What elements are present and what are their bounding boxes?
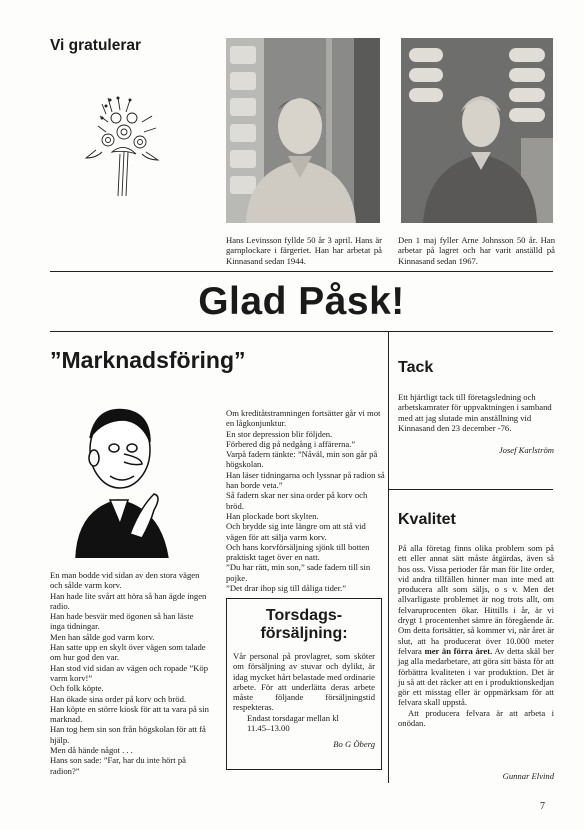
paragraph: Men då hände något . . .: [50, 745, 133, 756]
paragraph: Om kreditåtstramningen fortsätter går vi mot en lågkonjunktur.: [226, 408, 381, 429]
paragraph: Han hade besvär med ögonen så han läste inga tidningar.: [50, 611, 194, 632]
photo-hans-levinsson: [226, 38, 380, 223]
paragraph: Han plockade bort skylten.: [226, 510, 319, 521]
kvalitet-body: [398, 543, 554, 728]
kvalitet-text: På alla företag finns olika problem som på ett eller annat sätt måste åtgärdas, även så hos oss. Vissa perioder får man för lite order, vid andra tillfällen hinner man inte med att producera allt som säljs, o s v. Men det allvarligaste problemet är nog trots allt, om felvaruprocenten ökar. Hittills i år, är vi drygt 1 procentenhet sämre än föregående år. Om detta fortsätter, så kommer vi, när året är slut, att ha producerat över 10.000 meter felvara: [398, 543, 554, 656]
caption-hans: Hans Levinsson fyllde 50 år 3 april. Hans är garnplockare i färgeriet. Han har arbetat på Kinnasand sedan 1944.: [226, 235, 382, 266]
torsdag-title: [233, 607, 375, 643]
section-heading: Vi gratulerar: [50, 37, 142, 54]
torsdag-title-line2: försäljning:: [260, 625, 348, 642]
kvalitet-text: Av detta skäl ber jag alla medarbetare, att göra sitt bästa för att förbättra kvaliteten i var produktion. Det är ju så att det räcker att en i produktionskedjan gör ett misstag eller är oppmärksam för att felvara skall uppstå.: [398, 645, 554, 708]
torsdag-body: Vår personal på provlagret, som sköter om försäljning av stuvar och dylikt, är idag mycket hårt belastade med ordinarie arbete. För att underlätta deras arbete måste följande försäljningstid respekteras.: [233, 651, 375, 713]
paragraph: Förbered dig på nedgång i affärerna.”: [226, 438, 356, 449]
torsdag-box: [226, 598, 382, 770]
paragraph: ”Det drar ihop sig till dåliga tider.”: [226, 583, 347, 594]
easter-banner: Glad Påsk!: [198, 280, 405, 323]
article-title-tack: Tack: [398, 359, 434, 376]
cartoon-man-illustration: [68, 398, 178, 558]
paragraph: Så fadern skar ner sina order på korv och bröd.: [226, 490, 368, 511]
kvalitet-paragraph-1: [398, 543, 554, 708]
marknad-column-1: [50, 570, 210, 776]
article-title-marknadsforing: ”Marknadsföring”: [50, 347, 246, 373]
page-number: 7: [540, 801, 545, 812]
paragraph: Och folk köpte.: [50, 683, 104, 694]
flower-bouquet-illustration: [82, 92, 162, 198]
torsdag-title-line1: Torsdags-: [265, 607, 343, 624]
marknad-column-2: [226, 408, 386, 593]
paragraph: Han tog hem sin son från högskolan för att få hjälp.: [50, 724, 206, 745]
paragraph: Han köpte en större kiosk för att ta vara på sin marknad.: [50, 703, 209, 725]
kvalitet-emphasis: mer än förra året.: [424, 645, 493, 656]
paragraph: En stor depression blir följden.: [226, 428, 333, 439]
kvalitet-paragraph-2: Att producera felvara är att arbeta i onödan.: [398, 707, 554, 729]
paragraph: Han stod vid sidan av vägen och ropade ”Köp varm korv!”: [50, 662, 208, 683]
divider: [389, 489, 553, 490]
paragraph: Han ökade sina order på korv och bröd.: [50, 693, 187, 704]
divider: [50, 271, 553, 272]
paragraph: Men han sålde god varm korv.: [50, 631, 155, 642]
tack-signature: Josef Karlström: [498, 445, 554, 455]
paragraph: Hans son sade: ”Far, har du inte hört på radion?”: [50, 755, 186, 776]
torsdag-time-line2: 11.45–13.00: [247, 723, 290, 734]
article-title-kvalitet: Kvalitet: [398, 511, 456, 528]
photo-arne-johnsson: [401, 38, 553, 223]
paragraph: Varpå fadern tänkte: ”Nåväl, min son går på högskolan.: [226, 449, 378, 470]
caption-arne: Den 1 maj fyller Arne Johnsson 50 år. Han arbetar på lagret och har varit anställd på Kinnasand sedan 1967.: [398, 235, 555, 266]
torsdag-signature: Bo G Öberg: [333, 739, 375, 750]
torsdag-time-line1: Endast torsdagar mellan kl: [247, 712, 339, 723]
paragraph: Han hade lite svårt att höra så han ägde ingen radio.: [50, 590, 207, 611]
paragraph: En man bodde vid sidan av den stora vägen och sålde varm korv.: [50, 570, 200, 591]
paragraph: Han satte upp en skylt över vägen som talade om hur god den var.: [50, 642, 206, 663]
tack-body: Ett hjärtligt tack till företagsledning och arbetskamrater för uppvaktningen i samband med att jag slutade min anställning vid Kinnasand den 23 december -76.: [398, 392, 552, 433]
column-divider: [388, 331, 389, 783]
paragraph: Han läser tidningarna och lyssnar på radion så han borde veta.”: [226, 469, 385, 491]
kvalitet-signature: Gunnar Elvind: [502, 771, 554, 781]
paragraph: Och hans korvförsäljning sjönk till botten praktiskt taget över en natt.: [226, 541, 370, 563]
paragraph: Och brydde sig inte längre om att stå vid vägen för att sälja varm korv.: [226, 521, 366, 542]
divider: [50, 331, 553, 332]
paragraph: ”Du har rätt, min son,” sade fadern till sin pojke.: [226, 562, 371, 583]
